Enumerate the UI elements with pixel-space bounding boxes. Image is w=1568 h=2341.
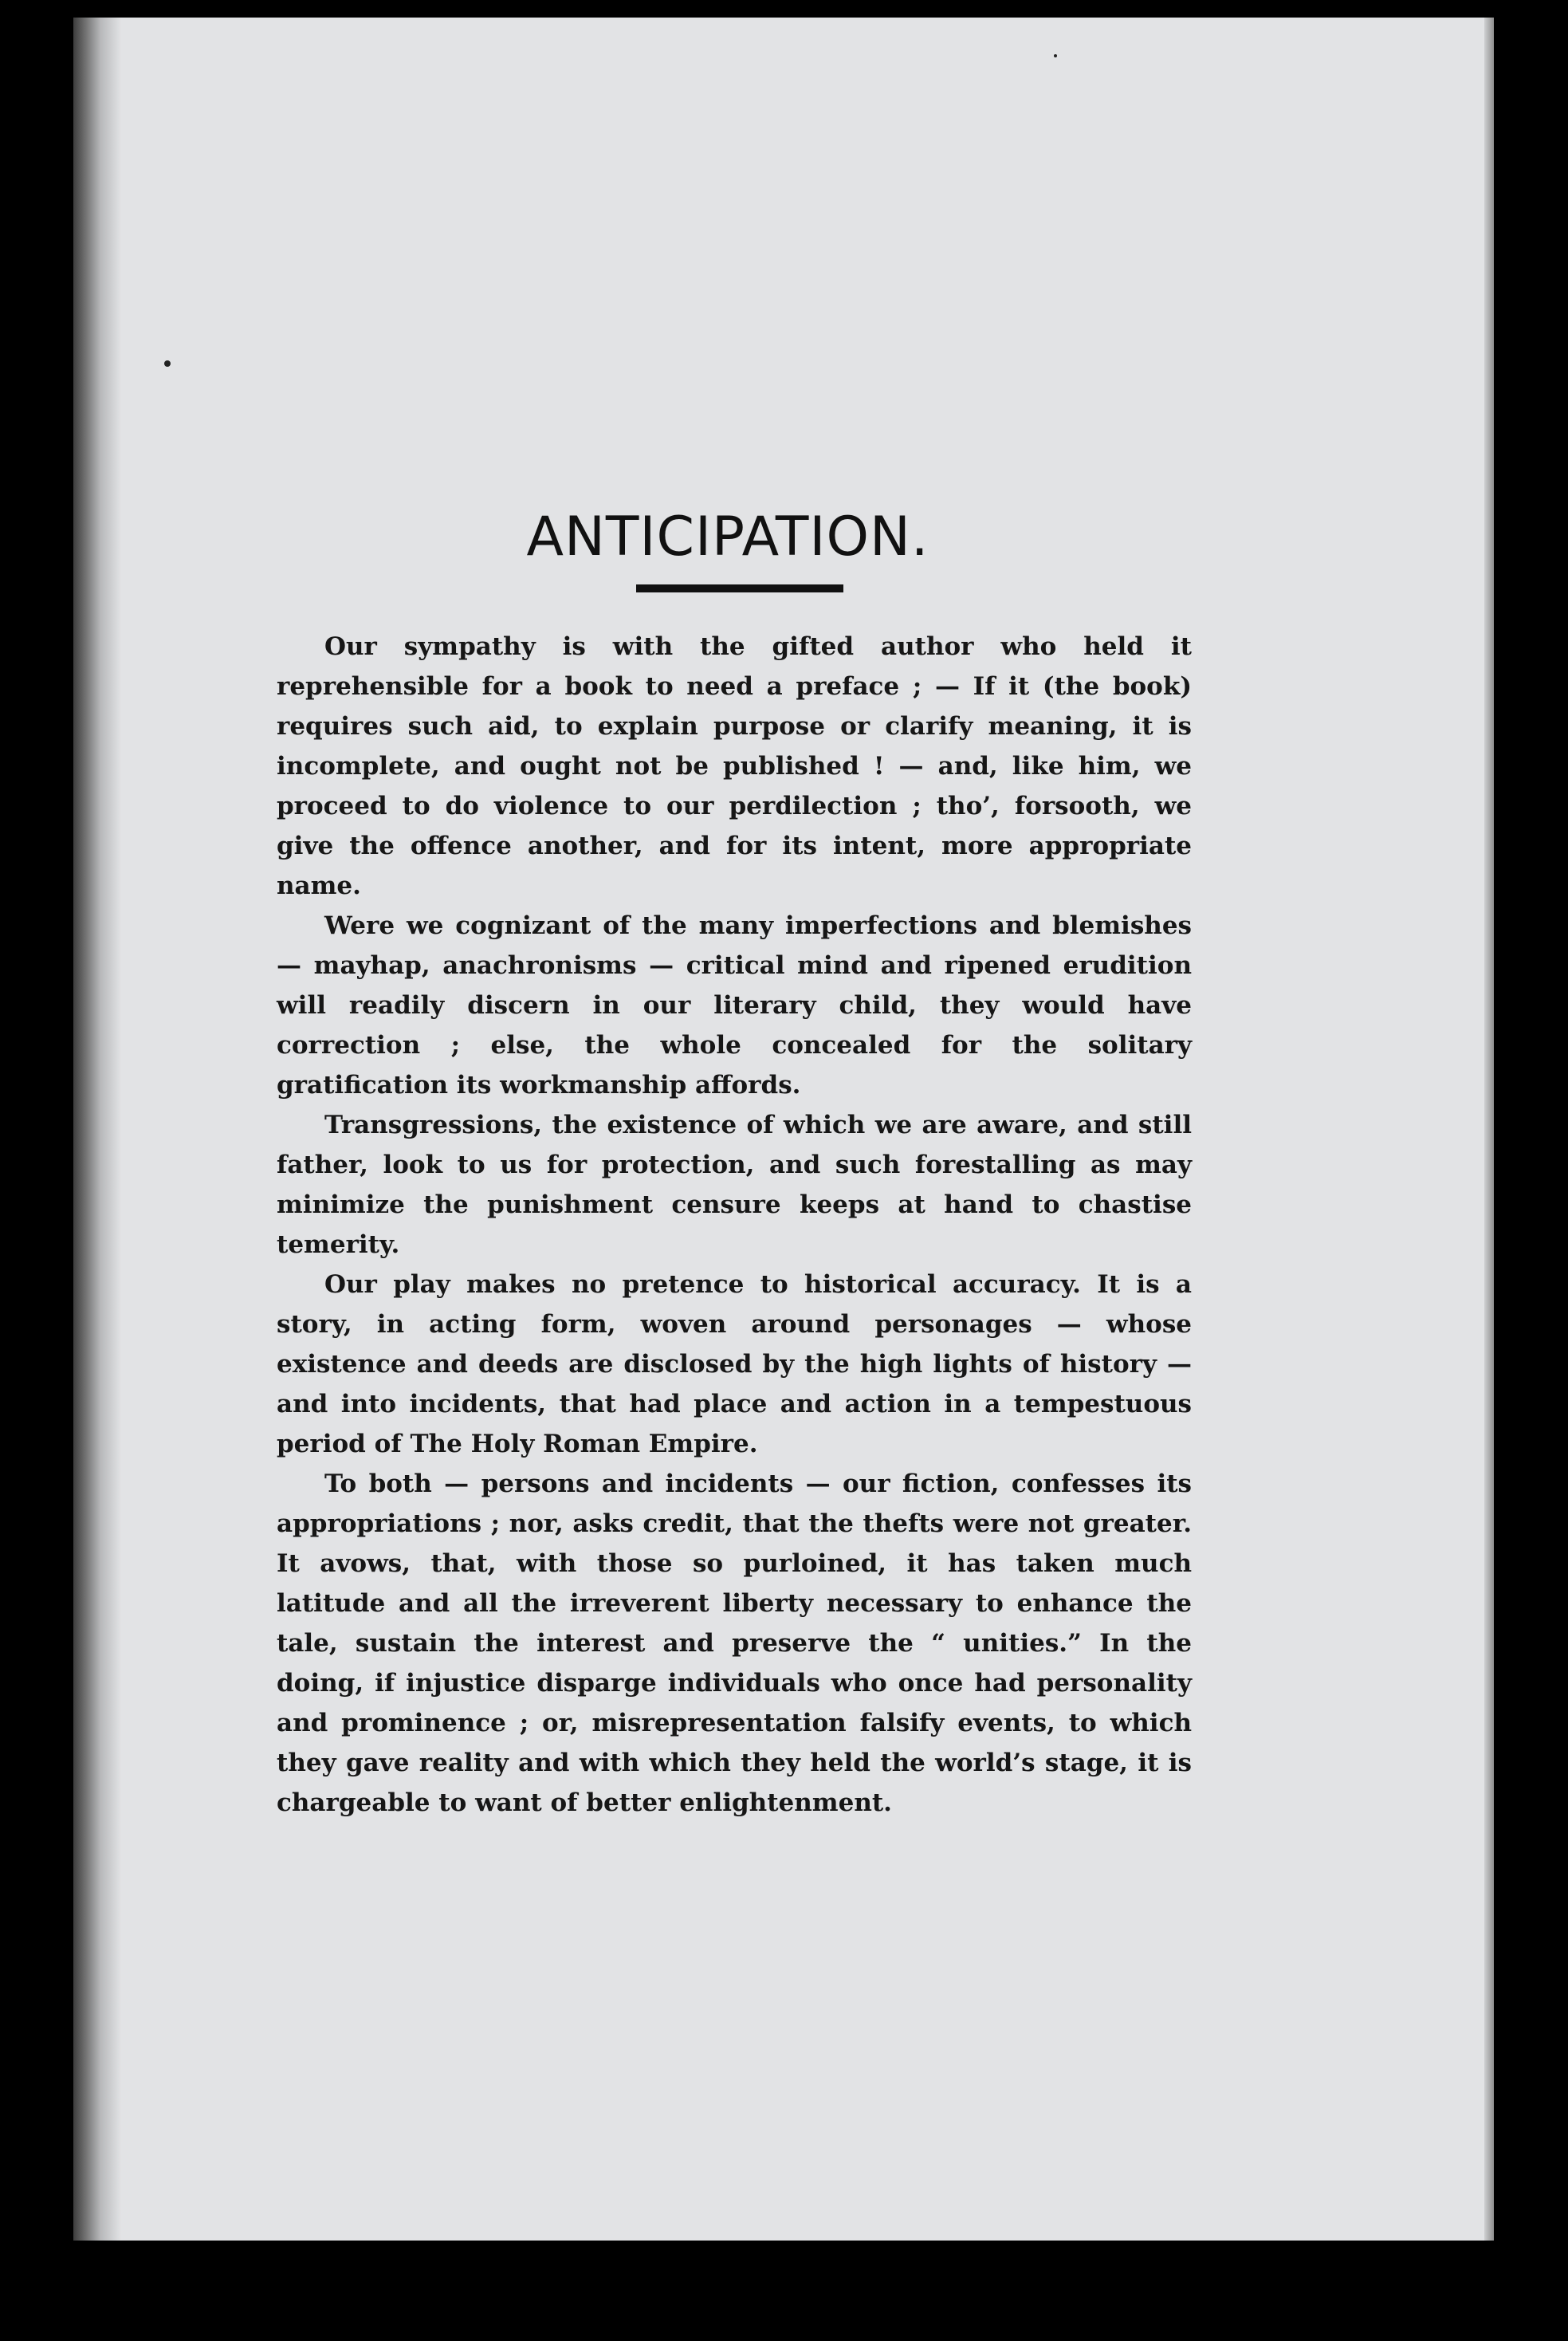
paragraph: To both — persons and incidents — our fiction, confesses its appropriations ; nor, asks credit, that the thefts were not greater. It avows, that, with those so purloined, it has taken much latitude and all the irreverent liberty necessary to enhance the tale, sustain the interest and preserve the “ unities.” In the doing, if injustice disparge individuals who once had personality and prominence ; or, misrepresentation falsify events, to which they gave reality and with which they held the world’s stage, it is chargeable to want of better enlightenment. [277,1470,1192,1817]
page-title: ANTICIPATION. [526,505,929,569]
ink-speck [1054,54,1057,57]
preface-body [277,627,1192,1823]
paragraph: Our play makes no pretence to historical accuracy. It is a story, in acting form, woven around personages — whose existence and deeds are disclosed by the high lights of history — and into incidents, that had place and action in a tempestuous period of The Holy Roman Empire. [277,1270,1192,1458]
paragraph: Were we cognizant of the many imperfections and blemishes — mayhap, anachronisms — critical mind and ripened erudition will readily discern in our literary child, they would have correction ; else, the whole concealed for the solitary gratification its workmanship affords. [277,911,1192,1100]
page-right-edge [1484,18,1494,2241]
ink-speck [164,360,171,367]
paragraph: Our sympathy is with the gifted author who held it reprehensible for a book to need a preface ; — If it (the book) requires such aid, to explain purpose or clarify meaning, it is incomplete, and ought not be published ! — and, like him, we proceed to do violence to our perdilection ; tho’, forsooth, we give the offence another, and for its intent, more appropriate name. [277,632,1192,900]
page-gutter-shadow [73,18,121,2241]
title-rule [636,584,843,592]
paragraph: Transgressions, the existence of which we are aware, and still father, look to us for protection, and such forestalling as may minimize the punishment censure keeps at hand to chastise temerity. [277,1111,1192,1259]
